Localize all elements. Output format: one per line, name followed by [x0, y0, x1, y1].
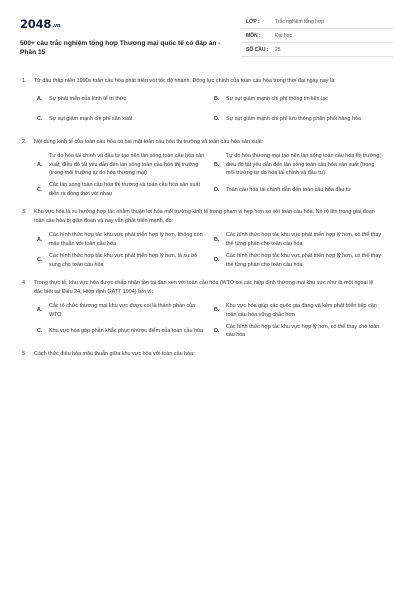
answer-options [37, 152, 382, 198]
option-c[interactable] [37, 181, 211, 198]
meta-label: LỚP : [246, 19, 260, 25]
question-number: 2. [22, 138, 27, 145]
meta-label: MÔN : [246, 33, 261, 39]
option-a[interactable] [37, 302, 211, 319]
option-text: Sự sụt giảm mạnh chi phí lưu thông phân phối hàng hóa [226, 116, 361, 123]
option-letter: A. [37, 96, 43, 103]
option-d[interactable] [214, 112, 388, 128]
question-stem [22, 208, 382, 225]
option-text: Các hình thức hợp tác khu vực phát triển hợp lý hơn, là sự bổ sung cho toàn cầu hóa [49, 253, 198, 268]
option-text: Các làn sóng toàn cầu hóa thị trường và toàn cầu hóa sản xuất diễn ra đồng thời với nhau [49, 182, 200, 197]
option-text: Sự sụt giảm mạnh chi phí thông tin liên lạc [226, 96, 328, 103]
option-d[interactable] [214, 323, 388, 340]
question-text: Cách thức điều hòa mâu thuẫn giữa khu vực hóa với toàn cầu hóa: [34, 350, 195, 357]
question-text: Nội dung kinh tế của toàn cầu hóa có hai mặt toàn cầu hóa thị trường và toàn cầu hóa sản xuất: [34, 138, 264, 145]
meta-row-subject [241, 29, 393, 43]
option-text: Sự phát triển của kinh tế tri thức [49, 96, 127, 103]
option-text: Khu vực hóa góp phần khắc phục nhược điểm của toàn cầu hóa [49, 328, 204, 335]
question-number: 1. [22, 78, 27, 84]
question-number: 5. [22, 350, 27, 357]
option-b[interactable] [214, 302, 388, 319]
question-text: Khu vực hóa là xu hướng hợp tác nhằm thuận lợi hóa môi trường kinh tế trong phạm vi hẹp hơn so với toàn cầu hóa. Nó rộ lên trong giai đoạn toàn cầu hóa bị giãn đoạn và nay vẫn phát triển mạnh, do: [34, 209, 375, 224]
option-text: Các hình thức hợp tác khu vực phát triển hợp lý hơn, có thể thay thế từng phần cho toàn cầu hóa [226, 232, 382, 247]
option-letter: C. [37, 116, 43, 123]
meta-row-count [241, 43, 393, 57]
option-c[interactable] [37, 112, 211, 128]
option-text: Các hình thức hợp tác khu vực phát triển hợp lý hơn, không còn mâu thuẫn với toàn cầu hóa [49, 232, 203, 247]
meta-label: SỐ CÂU : [246, 47, 269, 53]
question-2 [22, 138, 382, 199]
meta-value: 25 [275, 47, 281, 53]
option-text: Các hình thức hợp tác khu vực hợp lý hơn, có thể thay cho toàn cầu hóa [226, 324, 380, 339]
option-text: Tự do hóa tài chính và đầu tư tạo nên làn sóng toàn cầu hóa sản xuất; điều đó tất yếu dẫn đến làn sóng toàn cầu hóa thị trường (trong môi trường tự do hóa thương mại) [49, 153, 205, 176]
question-text: Từ đầu thập niên 1990s toàn cầu hóa phát triển với tốc độ nhanh. Động lực chính của toàn cầu hóa trong thời đại ngày nay là: [34, 78, 336, 84]
question-text: Trong thực tế, khu vực hóa được chấp nhận tồn tại đan xen với toàn cầu hóa (WTO coi các hiệp định thương mại khu vực như là một ngoại lệ đặc biệt tại Điều 24, Hiệp định GATT 1994) bởi vì: [34, 280, 374, 295]
question-stem [22, 279, 382, 296]
option-text: Tự do hóa thương mại tạo nên làn sóng toàn cầu hóa thị trường; điều đó tất yếu dẫn đến làn sóng toàn cầu hóa sản xuất (trong môi trường tự do hóa tài chính và đầu tư) [226, 153, 381, 176]
question-1 [22, 77, 382, 128]
option-b[interactable] [214, 152, 388, 177]
option-letter: B. [214, 161, 220, 168]
option-letter: C. [37, 257, 43, 264]
option-letter: A. [37, 161, 43, 168]
option-c[interactable] [37, 252, 211, 269]
option-a[interactable] [37, 152, 211, 177]
meta-row-class [241, 15, 393, 29]
option-d[interactable] [214, 181, 388, 198]
option-text: Các hình thức hợp tác khu vực phát triển hợp lý hơn, có thể thay thế từng phần cho toàn cầu hóa [226, 253, 382, 268]
option-letter: C. [37, 186, 43, 193]
option-c[interactable] [37, 323, 211, 340]
option-letter: D. [214, 257, 220, 264]
question-number: 3. [22, 209, 27, 216]
option-letter: A. [37, 307, 43, 314]
option-letter: D. [214, 116, 220, 123]
option-text: Các tổ chức thương mại khu vực được coi là thành phần của WTO [49, 303, 196, 318]
option-b[interactable] [214, 92, 388, 108]
document-header [17, 13, 387, 63]
option-letter: B. [214, 307, 220, 314]
option-letter: C. [37, 328, 43, 335]
meta-value: Trắc nghiệm tổng hợp [275, 19, 324, 25]
question-4 [22, 279, 382, 340]
answer-options [37, 92, 382, 128]
option-letter: D. [214, 328, 220, 335]
document-title: 500+ câu trắc nghiệm tổng hợp Thương mại quốc tế có đáp án - Phần 15 [20, 40, 221, 56]
answer-options [37, 231, 382, 269]
document-meta [241, 15, 393, 57]
question-stem [22, 77, 382, 86]
option-text: Sự sụt giảm mạnh chi phí sản xuất [49, 116, 133, 123]
option-text: Toàn cầu hóa tài chính dẫn đến toàn cầu hóa đầu tư [226, 186, 351, 193]
question-stem [22, 350, 382, 359]
question-number: 4. [22, 280, 27, 287]
question-3 [22, 208, 382, 269]
meta-value: Đại học [275, 33, 292, 39]
option-d[interactable] [214, 252, 388, 269]
option-letter: B. [214, 96, 220, 103]
option-letter: A. [37, 236, 43, 243]
question-stem [22, 138, 382, 147]
option-a[interactable] [37, 231, 211, 248]
option-letter: B. [214, 236, 220, 243]
question-5 [22, 350, 382, 359]
question-list [22, 77, 382, 368]
answer-options [37, 302, 382, 340]
site-logo[interactable]: 2048.vn [20, 17, 61, 31]
option-letter: D. [214, 186, 220, 193]
option-a[interactable] [37, 92, 211, 108]
option-b[interactable] [214, 231, 388, 248]
option-text: Khu vực hóa giúp các quốc gia đang và kém phát triển tiếp cận toàn cầu hóa vững chắc hơn [226, 303, 377, 318]
